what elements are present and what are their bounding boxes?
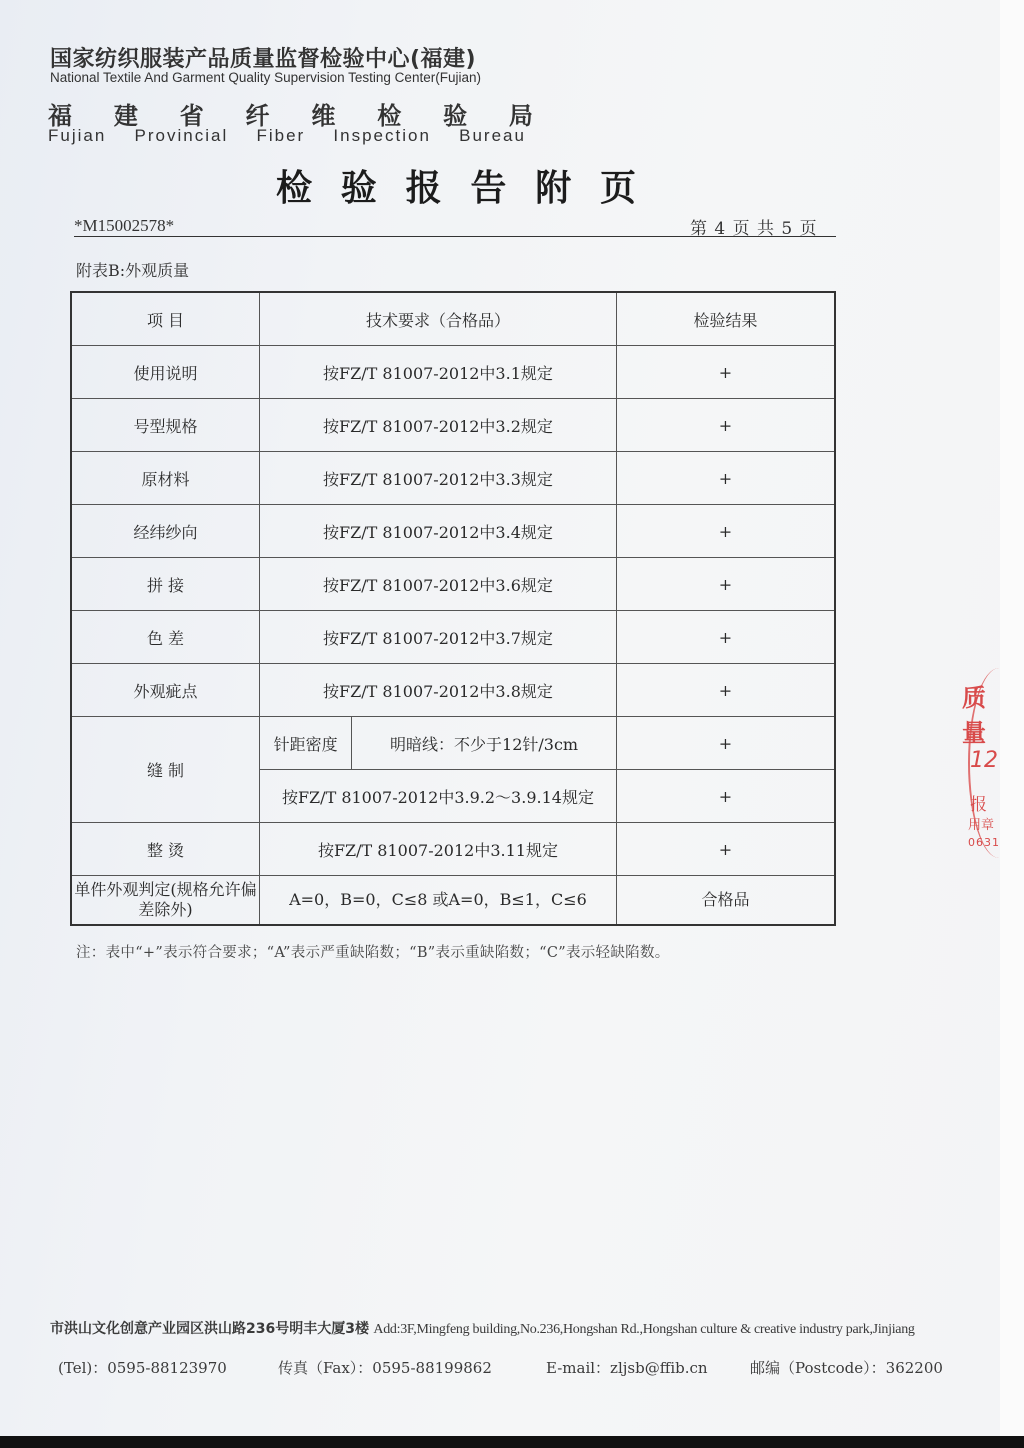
cell-result: + (616, 558, 835, 611)
bureau-word: Provincial (134, 126, 229, 145)
table-row-verdict (71, 876, 835, 926)
bureau-char: 纤 (245, 102, 270, 130)
seal-text: 12 (970, 748, 998, 773)
scan-edge (0, 1436, 1024, 1448)
cell-item: 单件外观判定(规格允许偏差除外) (71, 876, 259, 926)
cell-result: + (616, 823, 835, 876)
address-cn: 市洪山文化创意产业园区洪山路236号明丰大厦3楼 (50, 1321, 369, 1337)
cell-requirement: 按FZ/T 81007-2012中3.1规定 (259, 346, 616, 399)
table-row (71, 823, 835, 876)
cell-result: + (616, 717, 835, 770)
cell-requirement: 按FZ/T 81007-2012中3.6规定 (259, 558, 616, 611)
bureau-char: 建 (113, 102, 138, 130)
table-caption: 附表B:外观质量 (76, 261, 190, 280)
appearance-quality-table (70, 291, 836, 926)
cell-requirement: 按FZ/T 81007-2012中3.7规定 (259, 611, 616, 664)
bureau-char: 局 (508, 102, 533, 130)
cell-item: 号型规格 (71, 399, 259, 452)
cell-item: 拼 接 (71, 558, 259, 611)
table-row-sewing (71, 717, 835, 770)
header-item: 项 目 (71, 292, 259, 346)
seal-text: 报 (970, 795, 987, 815)
title-char: 页 (599, 167, 636, 209)
official-seal-fragment (962, 668, 1002, 858)
table-row (71, 452, 835, 505)
footer-email: E-mail：zljsb@ffib.cn (546, 1359, 708, 1377)
cell-item: 经纬纱向 (71, 505, 259, 558)
bureau-word: Fujian (48, 126, 107, 145)
bureau-name-en (48, 126, 526, 146)
cell-item: 色 差 (71, 611, 259, 664)
cell-requirement: 按FZ/T 81007-2012中3.8规定 (259, 664, 616, 717)
footer-postcode: 邮编（Postcode）：362200 (750, 1359, 943, 1377)
title-char: 检 (276, 167, 313, 209)
cell-result: + (616, 452, 835, 505)
table-row (71, 346, 835, 399)
header-result: 检验结果 (616, 292, 835, 346)
cell-result: + (616, 346, 835, 399)
title-char: 告 (470, 167, 507, 209)
cell-result: 合格品 (616, 876, 835, 926)
page-indicator: 第 4 页 共 5 页 (690, 219, 818, 239)
cell-item: 整 烫 (71, 823, 259, 876)
table-row (71, 664, 835, 717)
footer-address (50, 1318, 915, 1338)
table-row (71, 505, 835, 558)
org-name-cn: 国家纺织服装产品质量监督检验中心(福建) (50, 47, 477, 72)
cell-requirement: 按FZ/T 81007-2012中3.4规定 (259, 505, 616, 558)
bureau-char: 福 (48, 102, 72, 130)
bureau-char: 省 (179, 102, 204, 130)
cell-sub-label: 针距密度 (259, 717, 351, 770)
title-char: 验 (340, 167, 377, 209)
bureau-word: Bureau (459, 126, 526, 145)
footer-fax: 传真（Fax）：0595-88199862 (278, 1359, 492, 1377)
seal-text: 用章 (968, 818, 995, 833)
table-header-row (71, 292, 835, 346)
cell-requirement: 按FZ/T 81007-2012中3.2规定 (259, 399, 616, 452)
cell-result: + (616, 505, 835, 558)
cell-requirement: 按FZ/T 81007-2012中3.11规定 (259, 823, 616, 876)
cell-item: 缝 制 (71, 717, 259, 823)
bureau-word: Fiber (256, 126, 306, 145)
report-number: *M15002578* (74, 216, 175, 235)
title-char: 报 (405, 167, 442, 209)
header-requirement: 技术要求（合格品） (259, 292, 616, 346)
bureau-char: 检 (377, 102, 402, 130)
cell-requirement: 按FZ/T 81007-2012中3.3规定 (259, 452, 616, 505)
cell-result: + (616, 399, 835, 452)
cell-item: 使用说明 (71, 346, 259, 399)
cell-result: + (616, 664, 835, 717)
header-rule (74, 236, 836, 237)
cell-item: 外观疵点 (71, 664, 259, 717)
document-title (276, 160, 636, 211)
seal-text: 0631 (968, 836, 1000, 849)
bureau-char: 验 (443, 102, 468, 130)
table-row (71, 611, 835, 664)
cell-requirement: A=0，B=0，C≤8 或A=0，B≤1，C≤6 (259, 876, 616, 926)
cell-sub-requirement: 明暗线：不少于12针/3cm (352, 717, 617, 770)
cell-result: + (616, 770, 835, 823)
seal-text: 质量 (962, 684, 986, 747)
bureau-word: Inspection (333, 126, 431, 145)
footer-tel: (Tel)：0595-88123970 (58, 1359, 227, 1377)
address-en: Add:3F,Mingfeng building,No.236,Hongshan Rd.,Hongshan culture & creative industry park,Jinjiang (373, 1322, 915, 1337)
table-note: 注：表中“+”表示符合要求；“A”表示严重缺陷数；“B”表示重缺陷数；“C”表示轻缺陷数。 (76, 945, 670, 961)
table-row (71, 558, 835, 611)
cell-result: + (616, 611, 835, 664)
title-char: 附 (535, 167, 572, 209)
bureau-char: 维 (311, 102, 336, 130)
org-name-en: National Textile And Garment Quality Supervision Testing Center(Fujian) (50, 70, 481, 85)
cell-item: 原材料 (71, 452, 259, 505)
cell-requirement: 按FZ/T 81007-2012中3.9.2～3.9.14规定 (259, 770, 616, 823)
table-row (71, 399, 835, 452)
